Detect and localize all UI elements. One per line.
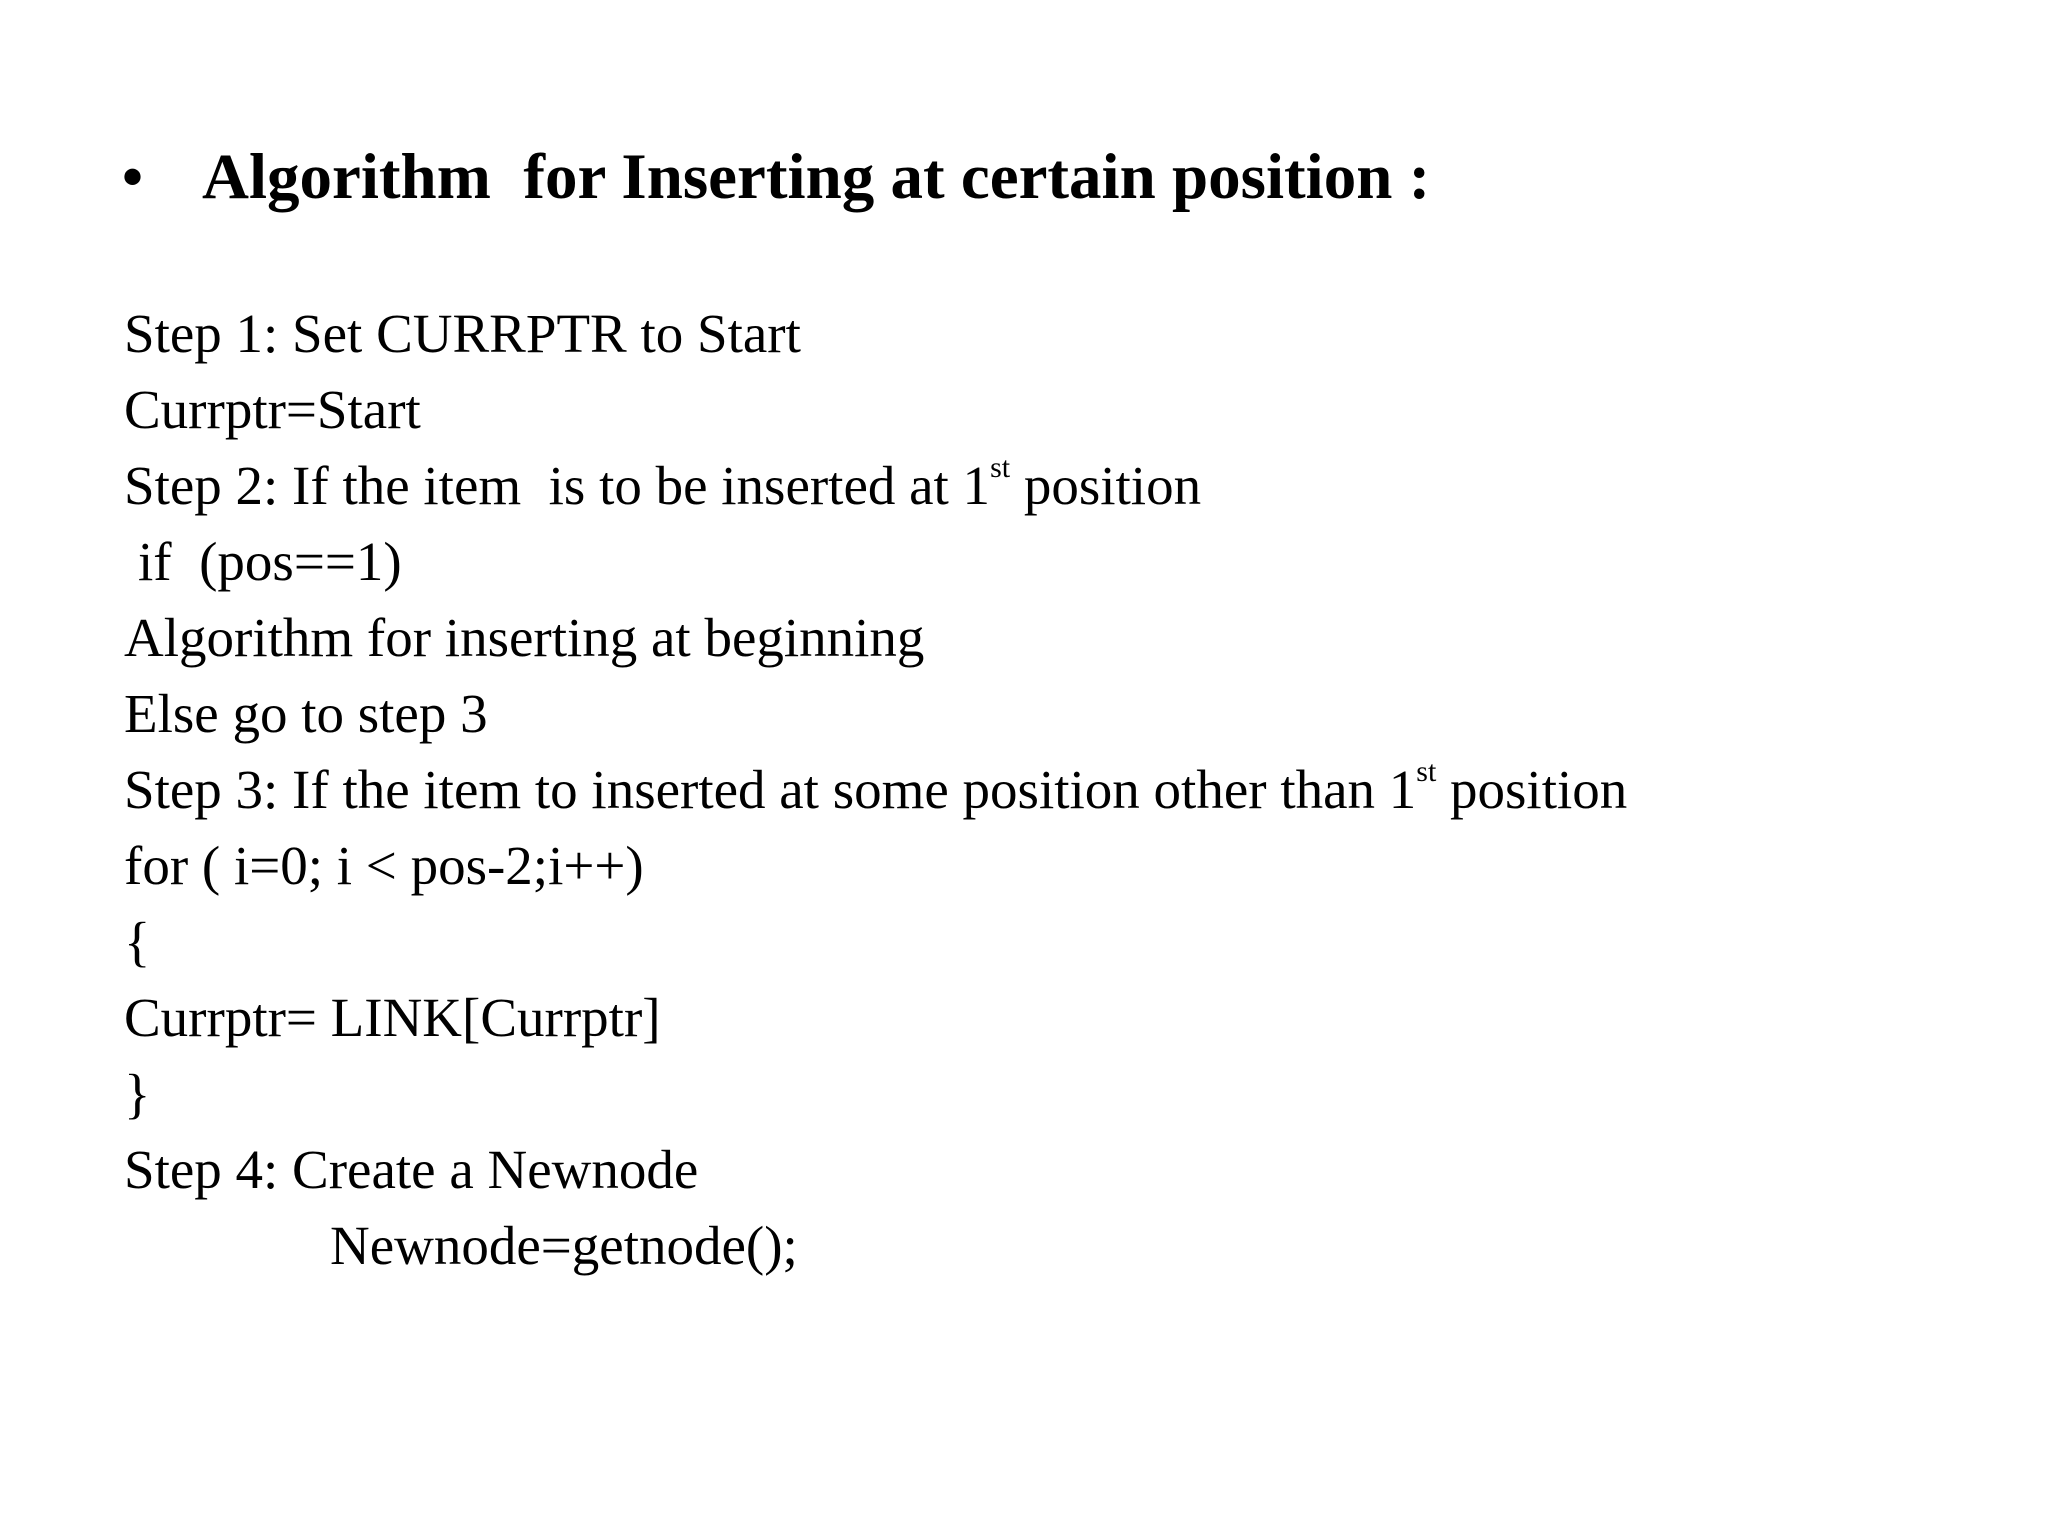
step-2-text-end: position [1010, 455, 1202, 516]
for-loop-line: for ( i=0; i < pos-2;i++) [124, 835, 644, 896]
else-line: Else go to step 3 [124, 683, 488, 744]
algorithm-steps [124, 296, 2004, 1284]
insert-beginning-line: Algorithm for inserting at beginning [124, 607, 925, 668]
close-brace-line: } [124, 1063, 151, 1124]
link-traverse-line: Currptr= LINK[Currptr] [124, 987, 661, 1048]
step-2-line [124, 448, 2004, 524]
step-3-text-end: position [1436, 759, 1628, 820]
step-3-superscript: st [1416, 755, 1437, 788]
step-3-line [124, 752, 2004, 828]
if-condition-line: if (pos==1) [138, 531, 402, 592]
step-2-text: Step 2: If the item is to be inserted at 1 [124, 455, 991, 516]
slide-title: Algorithm for Inserting at certain position : [202, 141, 1431, 213]
step-4-line: Step 4: Create a Newnode [124, 1139, 699, 1200]
step-2-superscript: st [990, 451, 1011, 484]
bullet-icon: • [122, 144, 144, 210]
step-3-text: Step 3: If the item to inserted at some position other than 1 [124, 759, 1417, 820]
currptr-assign-line: Currptr=Start [124, 379, 421, 440]
step-1-line: Step 1: Set CURRPTR to Start [124, 303, 801, 364]
open-brace-line: { [124, 911, 151, 972]
slide-title-row [122, 132, 1430, 222]
getnode-line: Newnode=getnode(); [330, 1215, 798, 1276]
